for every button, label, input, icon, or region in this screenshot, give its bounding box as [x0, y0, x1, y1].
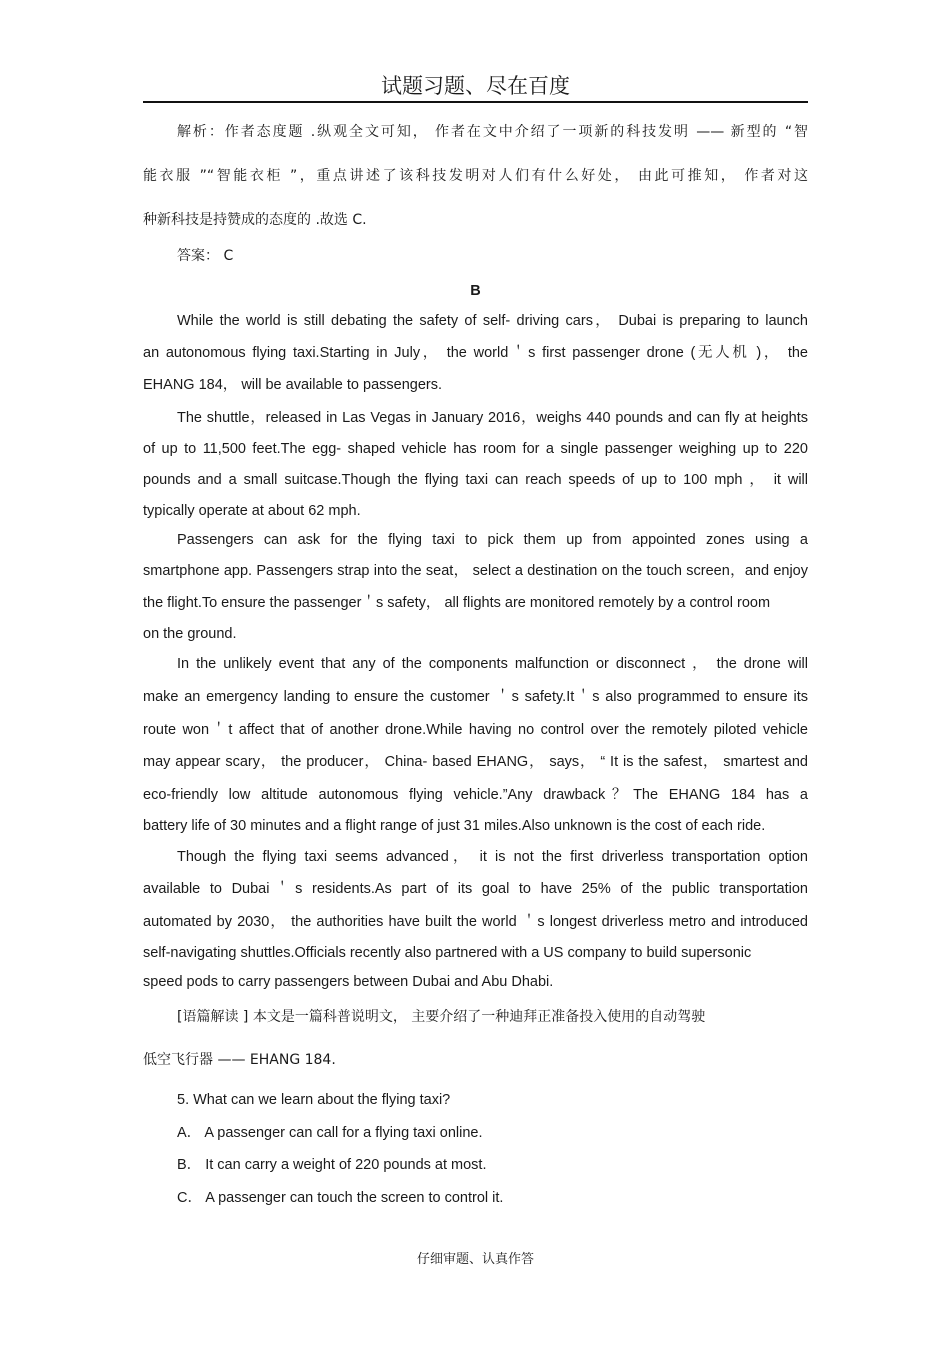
option-c: C． A passenger can touch the screen to control it. [177, 1190, 504, 1206]
reading-note-line-1: [语篇解读 ] 本文是一篇科普说明文， 主要介绍了一种迪拜正准备投入使用的自动驾驶 [177, 1009, 706, 1025]
passage-line: automated by 2030， the authorities have built the world ＇s longest driverless metro and introduced [143, 914, 808, 930]
passage-line: speed pods to carry passengers between Dubai and Abu Dhabi. [143, 974, 554, 990]
passage-line: smartphone app. Passengers strap into the seat， select a destination on the touch screen，and enjoy [143, 563, 808, 579]
passage-line: pounds and a small suitcase.Though the flying taxi can reach speeds of up to 100 mph ， it will [143, 472, 808, 488]
passage-line: self-navigating shuttles.Officials recently also partnered with a US company to build supersonic [143, 945, 752, 961]
passage-line: battery life of 30 minutes and a flight range of just 31 miles.Also unknown is the cost of each ride. [143, 818, 766, 834]
passage-line: Passengers can ask for the flying taxi to pick them up from appointed zones using a [177, 532, 808, 548]
section-label-text: B [470, 283, 481, 299]
passage-line: The shuttle，released in Las Vegas in January 2016，weighs 440 pounds and can fly at heights [177, 410, 808, 426]
analysis-line-3: 种新科技是持赞成的态度的 .故选 C. [143, 212, 367, 228]
question-block [143, 1090, 808, 1208]
passage-paragraph-5 [143, 847, 808, 992]
answer-text: 答案： C [177, 248, 234, 264]
passage-line: typically operate at about 62 mph. [143, 503, 361, 519]
passage-line: EHANG 184， will be available to passengers. [143, 377, 443, 393]
page-header-title: 试题习题、尽在百度 [381, 74, 570, 98]
passage-line: Though the flying taxi seems advanced， it is not the first driverless transportation option [177, 849, 808, 865]
option-a: A． A passenger can call for a flying taxi online. [177, 1125, 483, 1141]
reading-note-line-2: 低空飞行器 —— EHANG 184. [143, 1052, 336, 1068]
answer-line [143, 246, 808, 266]
passage-line: an autonomous flying taxi.Starting in July， the world＇s first passenger drone (无人机 )， the [143, 345, 808, 361]
passage-line: may appear scary， the producer， China- based EHANG， says， “ It is the safest， smartest and [143, 754, 808, 770]
question-stem: 5. What can we learn about the flying taxi? [177, 1092, 451, 1108]
analysis-line-1: 解析：作者态度题 .纵观全文可知， 作者在文中介绍了一项新的科技发明 —— 新型的 “智 [177, 124, 808, 140]
passage-line: of up to 11,500 feet.The egg- shaped vehicle has room for a single passenger weighing up to 220 [143, 441, 808, 457]
header-divider [143, 101, 808, 103]
passage-line: route won＇t affect that of another drone.While having no control over the remotely piloted vehicle [143, 722, 808, 738]
option-b: B． It can carry a weight of 220 pounds at most. [177, 1157, 487, 1173]
passage-line: the flight.To ensure the passenger＇s safety， all flights are monitored remotely by a control room [143, 595, 771, 611]
analysis-line-2: 能衣服 ”“智能衣柜 ”，重点讲述了该科技发明对人们有什么好处， 由此可推知， 作者对这 [143, 168, 808, 184]
passage-paragraph-1 [143, 311, 808, 395]
passage-line: In the unlikely event that any of the components malfunction or disconnect ， the drone will [177, 656, 808, 672]
passage-paragraph-2 [143, 408, 808, 521]
passage-paragraph-3 [143, 530, 808, 644]
page-footer: 仔细审题、认真作答 [416, 1252, 534, 1267]
passage-paragraph-4 [143, 654, 808, 836]
passage-line: on the ground. [143, 626, 237, 642]
analysis-block [143, 121, 808, 231]
section-label [143, 281, 808, 301]
passage-line: While the world is still debating the safety of self- driving cars， Dubai is preparing to launch [177, 313, 808, 329]
passage-line: make an emergency landing to ensure the customer ＇s safety.It＇s also programmed to ensure its [143, 689, 808, 705]
passage-line: available to Dubai＇s residents.As part of its goal to have 25% of the public transportation [143, 881, 808, 897]
passage-line: eco-friendly low altitude autonomous flying vehicle.”Any drawback？The EHANG 184 has a [143, 787, 808, 803]
reading-note [143, 1006, 808, 1071]
